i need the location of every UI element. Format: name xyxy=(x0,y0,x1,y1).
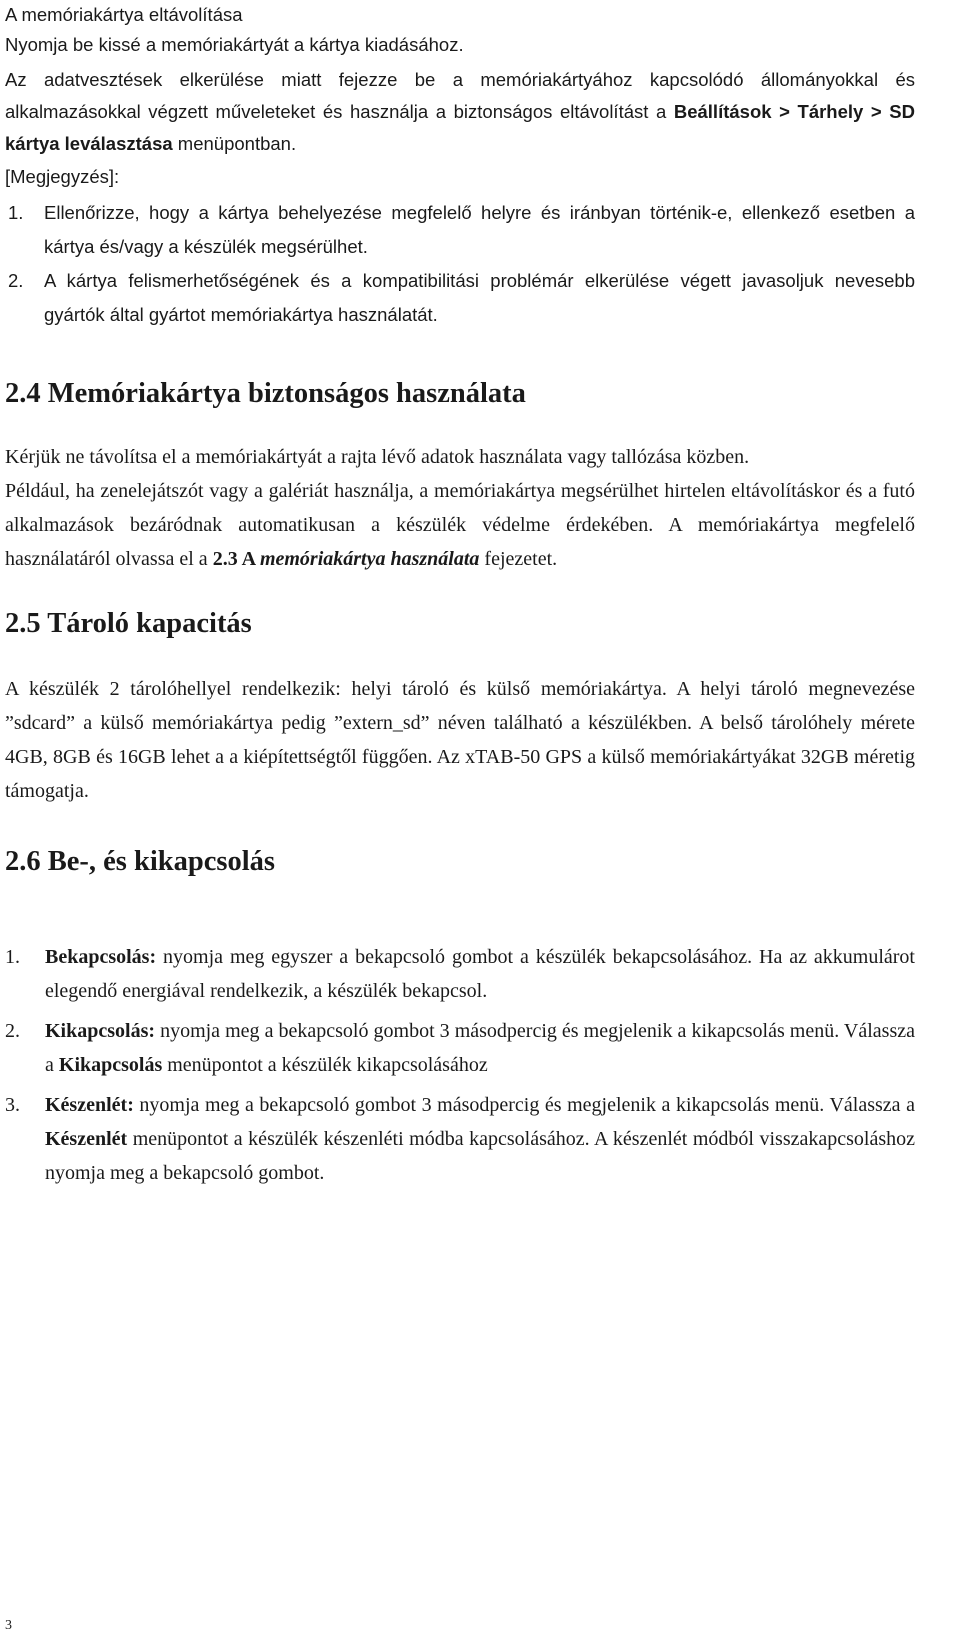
power-item-off: 2. Kikapcsolás: nyomja meg a bekapcsoló gombot 3 másodpercig és megjelenik a kikapcsolás menü. Válassza a Kikapcsolás menüpontot a készülék kikapcsolásához xyxy=(5,1020,915,1076)
s24-paragraph-2: Például, ha zenelejátszót vagy a galériát használja, a memóriakártya megsérülhet hirtelen eltávolításkor és a futó alkalmazások bezáródnak automatikusan a készülék védelme érdekében. A memóriakártya megfelelő használatáról olvassa el a 2.3 A memóriakártya használata fejezetet. xyxy=(5,480,915,570)
settings-path: Beállítások > Tárhely > SD kártya leválasztása xyxy=(5,101,916,154)
section-heading-2-5: 2.5 Tároló kapacitás xyxy=(5,608,252,639)
removal-instruction: Nyomja be kissé a memóriakártyát a kártya kiadásához. xyxy=(5,34,464,55)
removal-title: A memóriakártya eltávolítása xyxy=(5,4,243,25)
s25-paragraph: A készülék 2 tárolóhellyel rendelkezik: helyi tároló és külső memóriakártya. A helyi tároló megnevezése ”sdcard” a külső memóriakártya pedig ”extern_sd” néven található a készülékben. A belső tárolóhely mérete 4GB, 8GB és 16GB lehet a a kiépítettségtől függően. Az xTAB-50 GPS a külső memóriakártyákat 32GB méretig támogatja. xyxy=(5,678,915,802)
note-item: 1. Ellenőrizze, hogy a kártya behelyezése megfelelő helyre és iránbyan történik-e, ellenkező esetben a kártya és/vagy a készülék megsérülhet. xyxy=(8,202,915,257)
power-item-on: 1. Bekapcsolás: nyomja meg egyszer a bekapcsoló gombot a készülék bekapcsolásához. Ha az akkumulárot elegendő energiával rendelkezik, a készülék bekapcsol. xyxy=(5,946,915,1002)
note-label: [Megjegyzés]: xyxy=(5,166,120,187)
removal-section xyxy=(5,0,915,332)
s24-paragraph-1: Kérjük ne távolítsa el a memóriakártyát a rajta lévő adatok használata vagy tallózása közben. xyxy=(5,446,750,468)
section-heading-2-4: 2.4 Memóriakártya biztonságos használata xyxy=(5,378,526,409)
section-heading-2-6: 2.6 Be-, és kikapcsolás xyxy=(5,846,275,877)
note-list xyxy=(5,196,915,332)
note-item: 2. A kártya felismerhetőségének és a kompatibilitási problémár elkerülése végett javasoljuk nevesebb gyártók által gyártot memóriakártya használatát. xyxy=(8,270,915,325)
removal-paragraph: Az adatvesztések elkerülése miatt fejezze be a memóriakártyához kapcsolódó állományokkal és alkalmazásokkal végzett műveleteket és használja a biztonságos eltávolítást a Beállítások > Tárhely > SD kártya leválasztása menüpontban. xyxy=(5,69,916,154)
power-list xyxy=(5,940,915,1190)
page-number: 3 xyxy=(5,1618,12,1633)
power-item-standby: 3. Készenlét: nyomja meg a bekapcsoló gombot 3 másodpercig és megjelenik a kikapcsolás menü. Válassza a Készenlét menüpontot a készülék készenléti módba kapcsolásához. A készenlét módból visszakapcsoláshoz nyomja meg a bekapcsoló gombot. xyxy=(5,1094,915,1184)
chapter-reference: memóriakártya használata xyxy=(259,548,480,570)
